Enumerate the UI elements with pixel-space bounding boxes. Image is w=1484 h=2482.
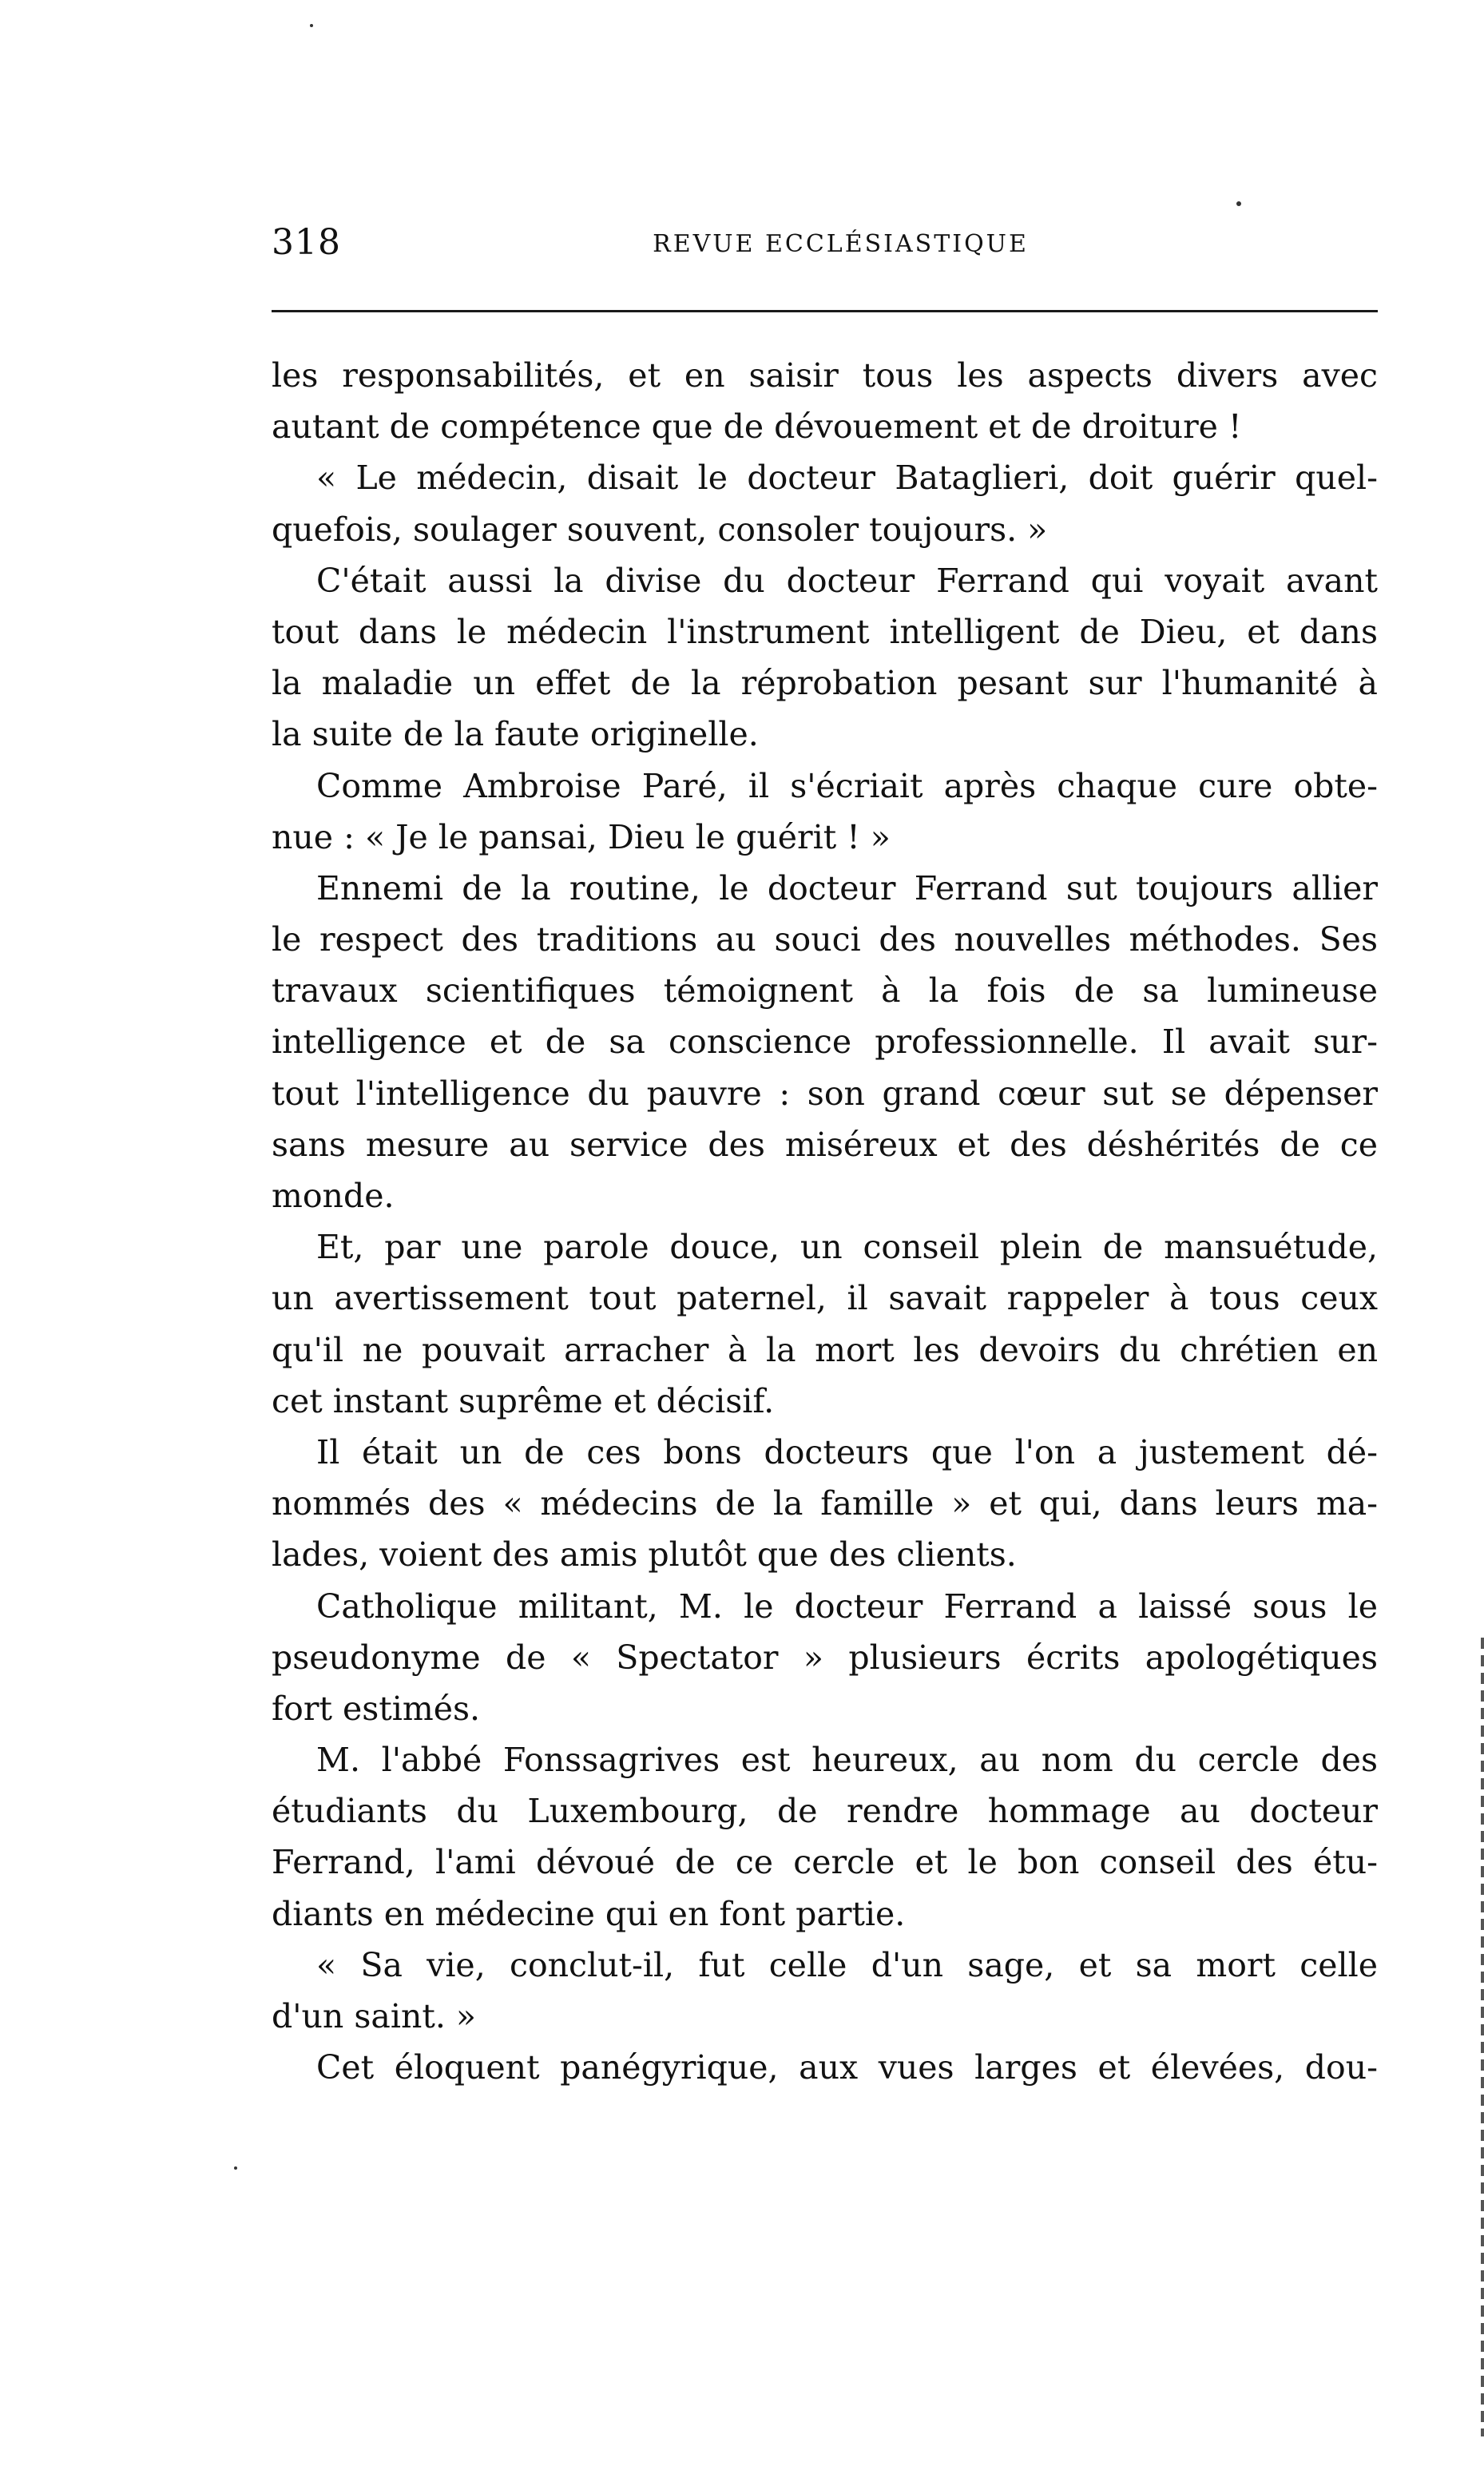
text-line: tout l'intelligence du pauvre : son grand cœur sut se dépenser [272,1074,1378,1113]
print-speck [310,24,313,27]
text-line: quefois, soulager souvent, consoler toujours. » [272,510,1048,549]
text-line: travaux scientifiques témoignent à la fois de sa lumineuse [272,971,1378,1011]
text-line: le respect des traditions au souci des nouvelles méthodes. Ses [272,920,1378,959]
text-line: qu'il ne pouvait arracher à la mort les devoirs du chrétien en [272,1330,1378,1369]
text-line: la maladie un effet de la réprobation pesant sur l'humanité à [272,664,1378,703]
text-line: un avertissement tout paternel, il savait rappeler à tous ceux [272,1279,1378,1318]
text-line: « Le médecin, disait le docteur Bataglieri, doit guérir quel- [316,459,1378,498]
text-line: Ennemi de la routine, le docteur Ferrand sut toujours allier [316,868,1378,907]
text-line: tout dans le médecin l'instrument intelligent de Dieu, et dans [272,612,1378,651]
text-line: nue : « Je le pansai, Dieu le guérit ! » [272,817,891,856]
text-line: d'un saint. » [272,1997,476,2035]
print-speck [234,2166,237,2170]
page-number: 318 [272,222,341,263]
text-line: sans mesure au service des miséreux et des déshérités de ce [272,1125,1378,1164]
text-line: Catholique militant, M. le docteur Ferrand a laissé sous le [316,1586,1378,1626]
text-line: Il était un de ces bons docteurs que l'on a justement dé- [316,1432,1378,1471]
text-line: C'était aussi la divise du docteur Ferrand qui voyait avant [316,561,1378,600]
running-head: REVUE ECCLÉSIASTIQUE [653,230,1029,258]
text-line: Comme Ambroise Paré, il s'écriait après chaque cure obte- [316,766,1378,805]
text-line: pseudonyme de « Spectator » plusieurs écrits apologétiques [272,1638,1378,1677]
page-edge-mark [1481,1638,1484,2436]
text-line: Ferrand, l'ami dévoué de ce cercle et le bon conseil des étu- [272,1843,1378,1882]
text-line: Cet éloquent panégyrique, aux vues larges et élevées, dou- [316,2048,1378,2087]
text-line: cet instant suprême et décisif. [272,1381,775,1420]
text-line: intelligence et de sa conscience professionnelle. Il avait sur- [272,1023,1378,1062]
page-header [272,222,1378,270]
text-line: la suite de la faute originelle. [272,715,759,754]
text-line: autant de compétence que de dévouement et de droiture ! [272,407,1242,447]
text-line: M. l'abbé Fonssagrives est heureux, au nom du cercle des [316,1741,1378,1780]
text-line: les responsabilités, et en saisir tous les aspects divers avec [272,356,1378,395]
text-line: étudiants du Luxembourg, de rendre hommage au docteur [272,1792,1378,1831]
text-line: lades, voient des amis plutôt que des clients. [272,1535,1017,1575]
body-text [272,350,1378,2093]
print-speck [1236,201,1241,206]
text-line: nommés des « médecins de la famille » et qui, dans leurs ma- [272,1484,1378,1523]
text-line: Et, par une parole douce, un conseil plein de mansuétude, [316,1228,1378,1267]
text-line: monde. [272,1177,395,1215]
text-line: « Sa vie, conclut-il, fut celle d'un sage, et sa mort celle [316,1945,1378,1984]
text-line: diants en médecine qui en font partie. [272,1894,906,1933]
text-line: fort estimés. [272,1689,481,1728]
header-rule [272,310,1378,312]
